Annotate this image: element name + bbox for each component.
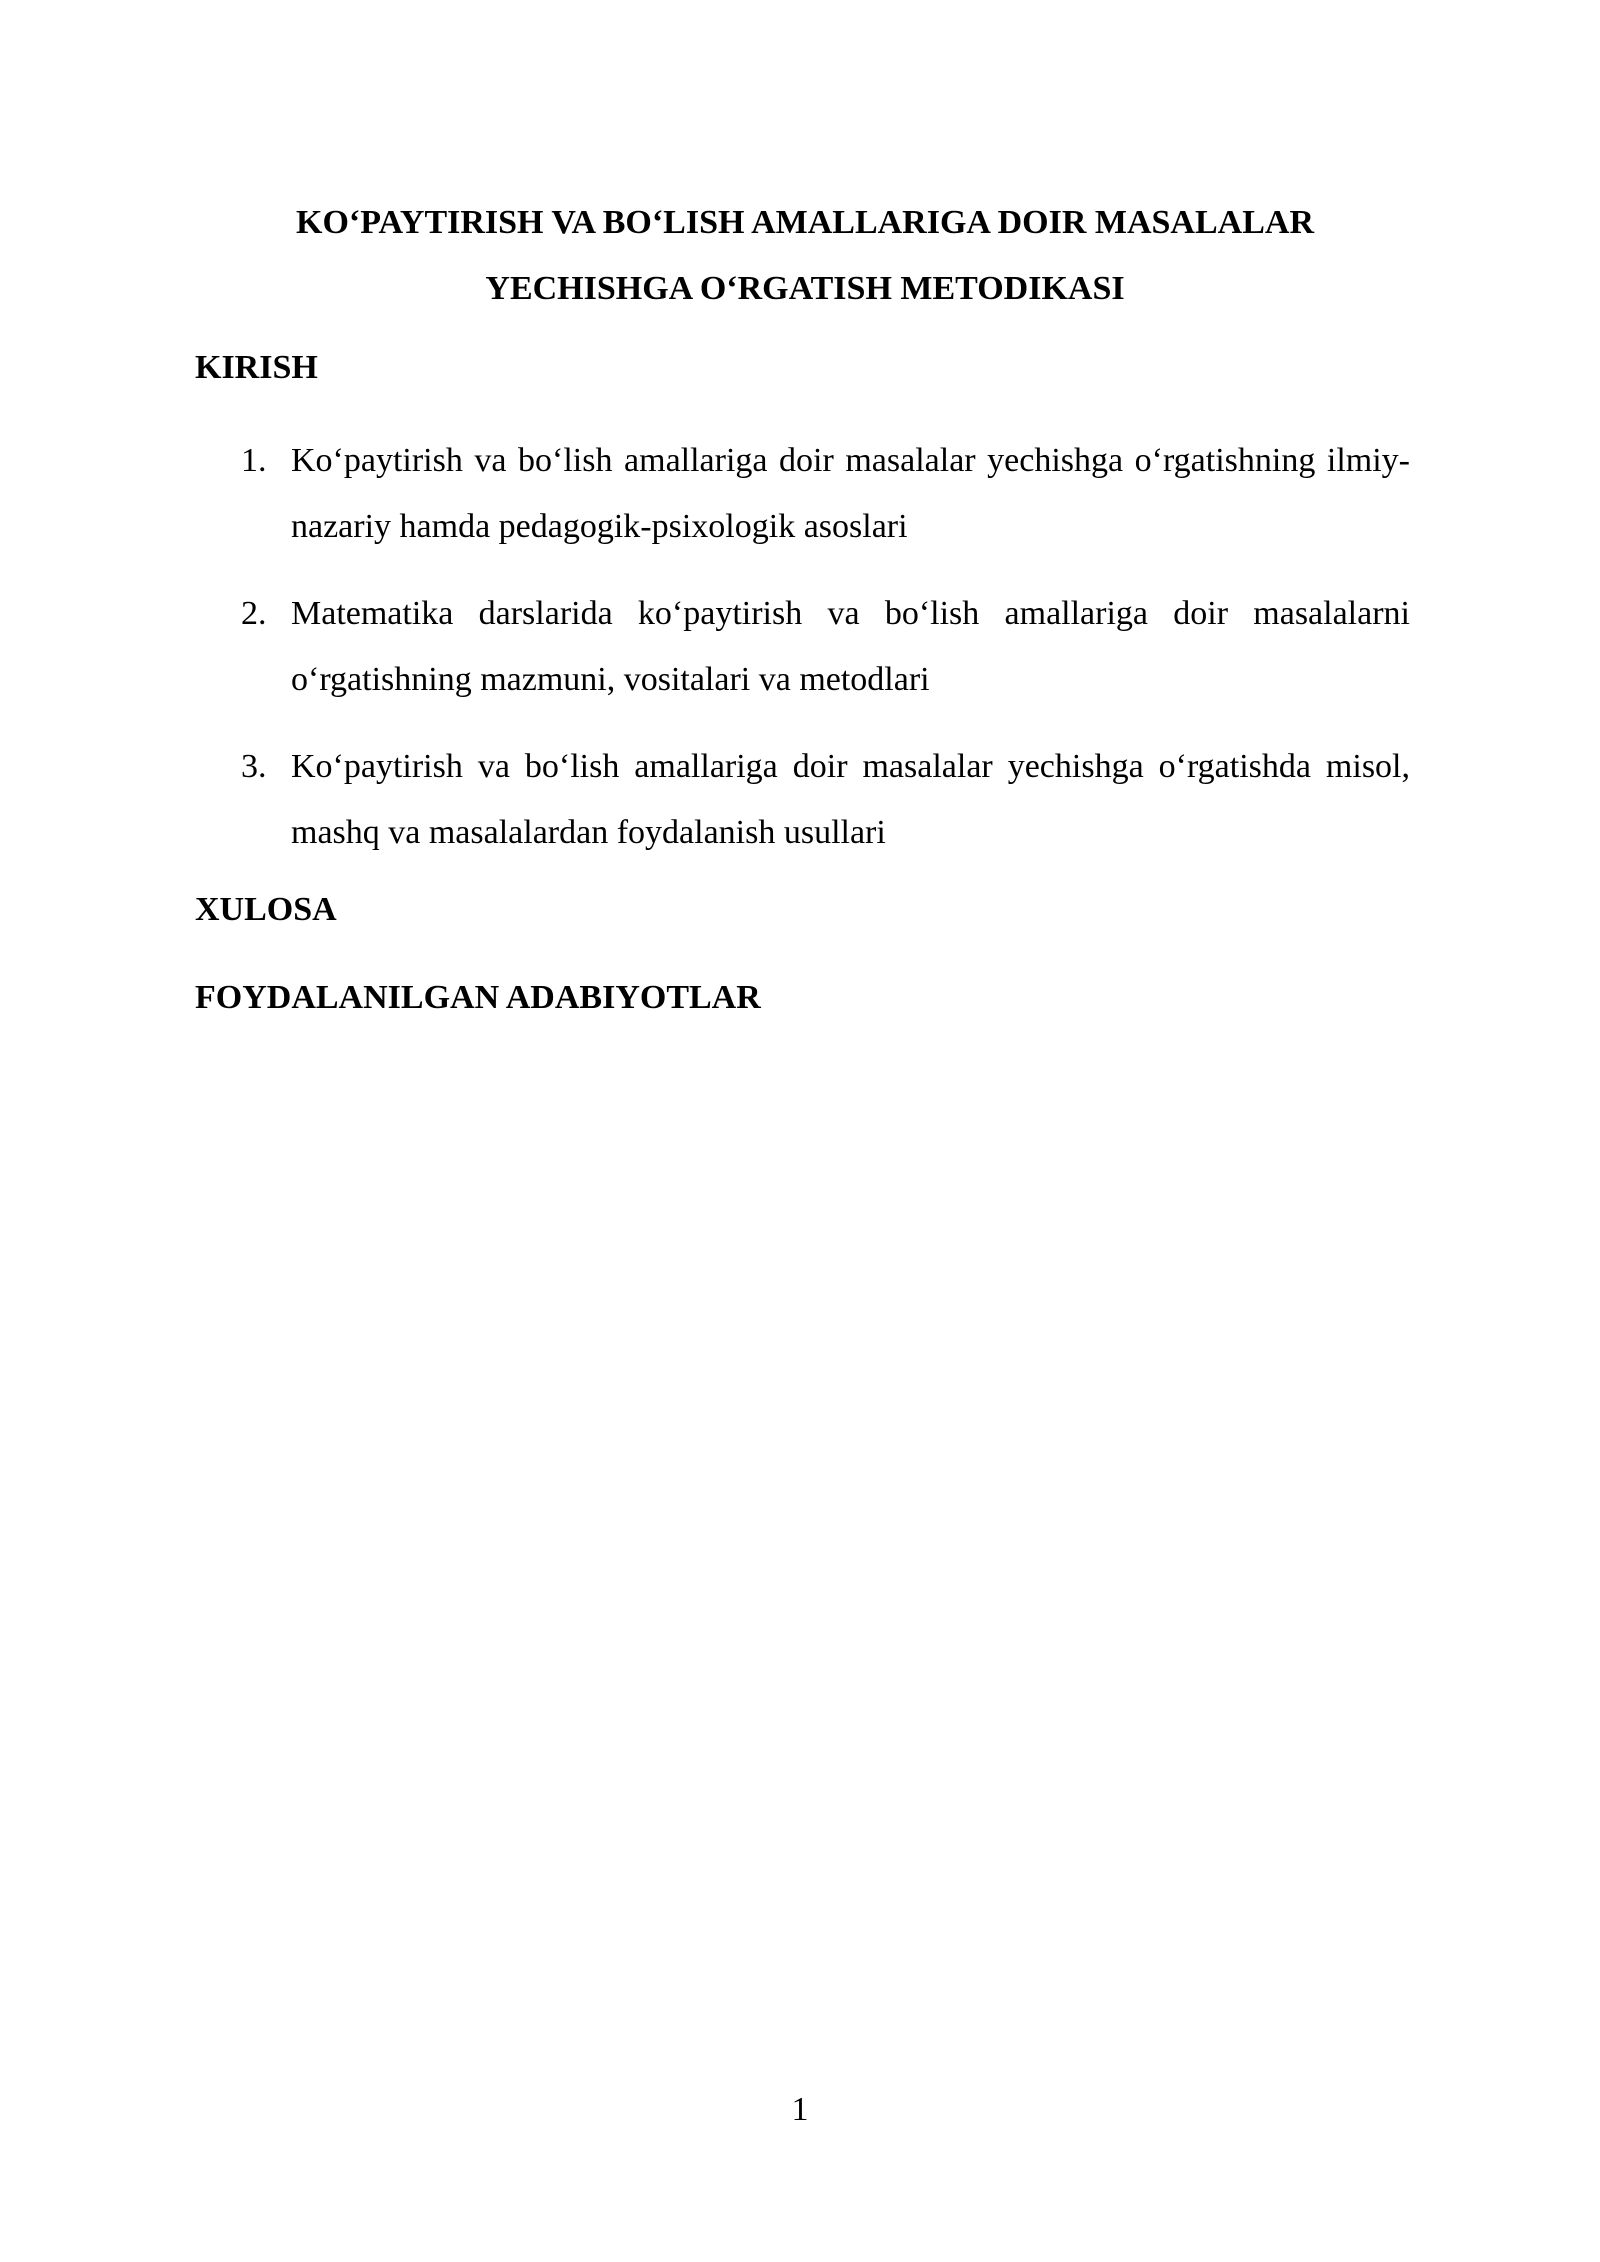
contents-item-number: 3. <box>241 748 267 785</box>
references-heading: FOYDALANILGAN ADABIYOTLAR <box>195 979 761 1016</box>
contents-item-text: Ko‘paytirish va bo‘lish amallariga doir masalalar yechishga o‘rgatishda misol, mashq va masalalardan foydalanish usullari <box>291 748 1410 851</box>
page-number: 1 <box>791 2091 809 2128</box>
contents-item-text: Ko‘paytirish va bo‘lish amallariga doir masalalar yechishga o‘rgatishning ilmiy-nazariy hamda pedagogik-psixologik asoslari <box>291 442 1410 545</box>
title-line-2: YECHISHGA O‘RGATISH METODIKASI <box>485 270 1125 307</box>
document-title <box>195 190 1415 322</box>
contents-item-number: 1. <box>241 442 267 479</box>
contents-item-1 <box>195 428 1410 560</box>
contents-item-2 <box>195 581 1410 713</box>
contents-item-text: Matematika darslarida ko‘paytirish va bo‘lish amallariga doir masalalarni o‘rgatishning mazmuni, vositalari va metodlari <box>291 595 1410 698</box>
title-line-1: KO‘PAYTIRISH VA BO‘LISH AMALLARIGA DOIR MASALALAR <box>296 204 1314 241</box>
intro-heading: KIRISH <box>195 349 318 386</box>
contents-item-3 <box>195 734 1410 866</box>
contents-item-number: 2. <box>241 595 267 632</box>
contents-list <box>195 428 1410 887</box>
conclusion-heading: XULOSA <box>195 891 337 928</box>
